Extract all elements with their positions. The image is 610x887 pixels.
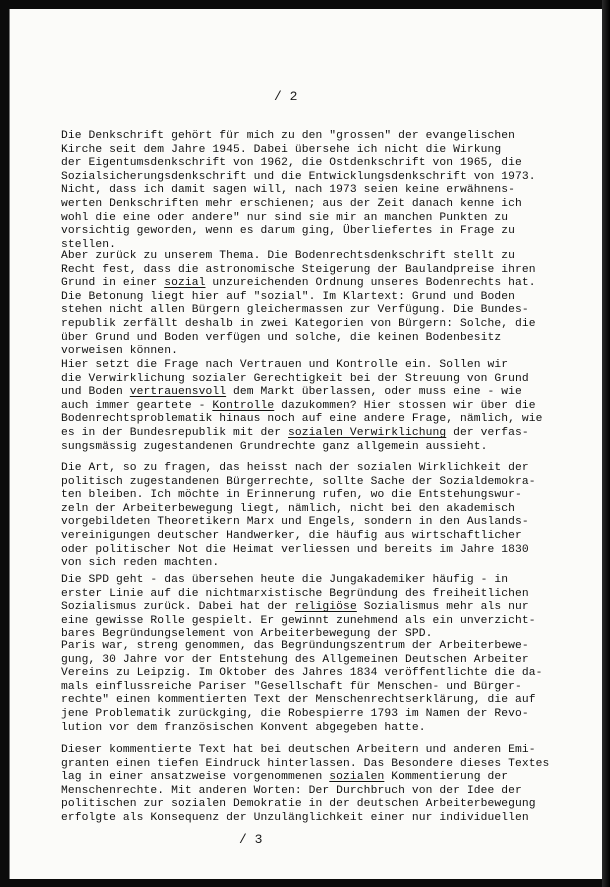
paragraph-1 [61, 130, 581, 252]
text-line: Die Art, so zu fragen, das heisst nach der sozialen Wirklichkeit der [61, 462, 529, 474]
text-line: lag in einer ansatzweise vorgenommenen sozialen Kommentierung der [61, 771, 509, 784]
underlined-phrase: sozial [164, 277, 206, 290]
underlined-phrase: sozialen Verwirklichung [288, 426, 447, 439]
text-line: die Verwirklichung sozialer Gerechtigkeit bei der Streuung von Grund [61, 372, 529, 385]
paragraph-6 [61, 640, 581, 735]
paragraph-4 [61, 462, 581, 571]
paragraph-2 [61, 250, 581, 359]
text-line: oder politischer Not die Heimat verliessen und bereits im Jahre 1830 [61, 543, 529, 556]
paragraph-3 [61, 359, 581, 454]
text-line: von sich reden machten. [61, 557, 220, 570]
text-line: Paris war, streng genommen, das Begründungszentrum der Arbeiterbewe- [61, 640, 529, 652]
document-page [9, 9, 604, 879]
text-line: rechte" einen kommentierten Text der Menschenrechtserklärung, die auf [61, 694, 536, 707]
text-line: zeln der Arbeiterbewegung liegt, nämlich, nicht bei den akademisch [61, 502, 516, 515]
text-line: sungsmässig zugestandenen Grundrechte ganz allgemein aussieht. [61, 440, 488, 453]
text-line: stehen nicht allen Bürgern gleichermassen zur Verfügung. Die Bundes- [61, 304, 529, 317]
underlined-phrase: religiöse [294, 601, 357, 614]
text-line: Die Denkschrift gehört für mich zu den "grossen" der evangelischen [61, 130, 516, 142]
text-line: Aber zurück zu unserem Thema. Die Bodenrechtsdenkschrift stellt zu [61, 250, 516, 262]
text-line: bares Begründungselement von Arbeiterbewegung der SPD. [61, 628, 433, 641]
text-line: der Eigentumsdenkschrift von 1962, die Ostdenkschrift von 1965, die [61, 157, 522, 170]
text-line: auch immer geartete - Kontrolle dazukommen? Hier stossen wir über die [61, 399, 536, 412]
text-line: werten Denkschriften mehr erschienen; aus der Zeit danach kenne ich [61, 197, 522, 210]
text-line: Die Betonung liegt hier auf "sozial". Im Klartext: Grund und Boden [61, 290, 516, 303]
text-line: ten bleiben. Ich möchte in Erinnerung rufen, wo die Entstehungswur- [61, 489, 522, 502]
text-line: stellen. [61, 238, 117, 251]
text-line: politischen zur sozialen Demokratie in der deutschen Arbeiterbewegung [61, 798, 536, 811]
text-line: Recht fest, dass die astronomische Steigerung der Baulandpreise ihren [61, 263, 536, 276]
text-line: Kirche seit dem Jahre 1945. Dabei übersehe ich nicht die Wirkung [61, 143, 502, 156]
text-line: wohl die eine oder andere" nur sind sie mir an manchen Punkten zu [61, 211, 509, 224]
paragraph-7 [61, 744, 581, 826]
scan-edge [602, 0, 610, 887]
text-line: über Grund und Boden verfügen und solche, die keinen Bodenbesitz [61, 331, 502, 344]
text-line: Sozialismus zurück. Dabei hat der religiöse Sozialismus mehr als nur [61, 601, 529, 614]
text-line: Hier setzt die Frage nach Vertrauen und Kontrolle ein. Sollen wir [61, 359, 509, 371]
text-line: mals einflussreiche Pariser "Gesellschaft für Menschen- und Bürger- [61, 680, 522, 693]
text-line: jene Problematik zurückging, die Robespierre 1793 im Namen der Revo- [61, 707, 529, 720]
text-line: Vereins zu Leipzig. Im Oktober des Jahres 1834 veröffentlichte die da- [61, 667, 543, 680]
text-line: Die SPD geht - das übersehen heute die Jungakademiker häufig - in [61, 574, 509, 586]
text-line: gung, 30 Jahre vor der Entstehung des Allgemeinen Deutschen Arbeiter [61, 653, 529, 666]
text-line: lution vor dem französischen Konvent abgegeben hatte. [61, 721, 426, 734]
text-line: republik zerfällt deshalb in zwei Kategorien von Bürgern: Solche, die [61, 317, 536, 330]
text-line: politisch zugestandenen Bürgerrechte, sollte Sache der Sozialdemokra- [61, 475, 536, 488]
underlined-phrase: Kontrolle [212, 399, 275, 412]
text-line: vorgebildeten Theoretikern Marx und Engels, sondern in den Auslands- [61, 516, 529, 529]
text-line: eine gewisse Rolle gespielt. Er gewinnt zunehmend als ein unverzicht- [61, 614, 536, 627]
underlined-phrase: sozialen [329, 771, 385, 784]
text-line: Bodenrechtsproblematik hinaus noch auf eine andere Frage, nämlich, wie [61, 413, 543, 426]
text-line: und Boden vertrauensvoll dem Markt überlassen, oder muss eine - wie [61, 386, 522, 399]
text-line: es in der Bundesrepublik mit der sozialen Verwirklichung der verfas- [61, 426, 529, 439]
text-line: Menschenrechte. Mit anderen Worten: Der Durchbruch von der Idee der [61, 784, 522, 797]
text-line: Nicht, dass ich damit sagen will, nach 1973 seien keine erwähnens- [61, 184, 516, 197]
text-line: erster Linie auf die nichtmarxistische Begründung des freiheitlichen [61, 587, 529, 600]
text-line: erfolgte als Konsequenz der Unzulänglichkeit einer nur individuellen [61, 811, 529, 824]
text-line: vorsichtig geworden, wenn es darum ging, Überliefertes in Frage zu [61, 225, 516, 238]
text-line: vereinigungen deutscher Handwerker, die häufig aus wirtschaftlicher [61, 529, 522, 542]
paragraph-5 [61, 574, 581, 642]
text-line: Dieser kommentierte Text hat bei deutschen Arbeitern und anderen Emi- [61, 744, 536, 756]
page-number: / 2 [274, 89, 298, 104]
next-page-marker: / 3 [239, 832, 263, 847]
text-line: Sozialsicherungsdenkschrift und die Entwicklungsdenkschrift von 1973. [61, 170, 536, 183]
text-line: Grund in einer sozial unzureichenden Ordnung unseres Bodenrechts hat. [61, 277, 536, 290]
underlined-phrase: vertrauensvoll [129, 386, 227, 399]
text-line: granten einen tiefen Eindruck hinterlassen. Das Besondere dieses Textes [61, 757, 550, 770]
text-line: vorweisen können. [61, 345, 178, 358]
